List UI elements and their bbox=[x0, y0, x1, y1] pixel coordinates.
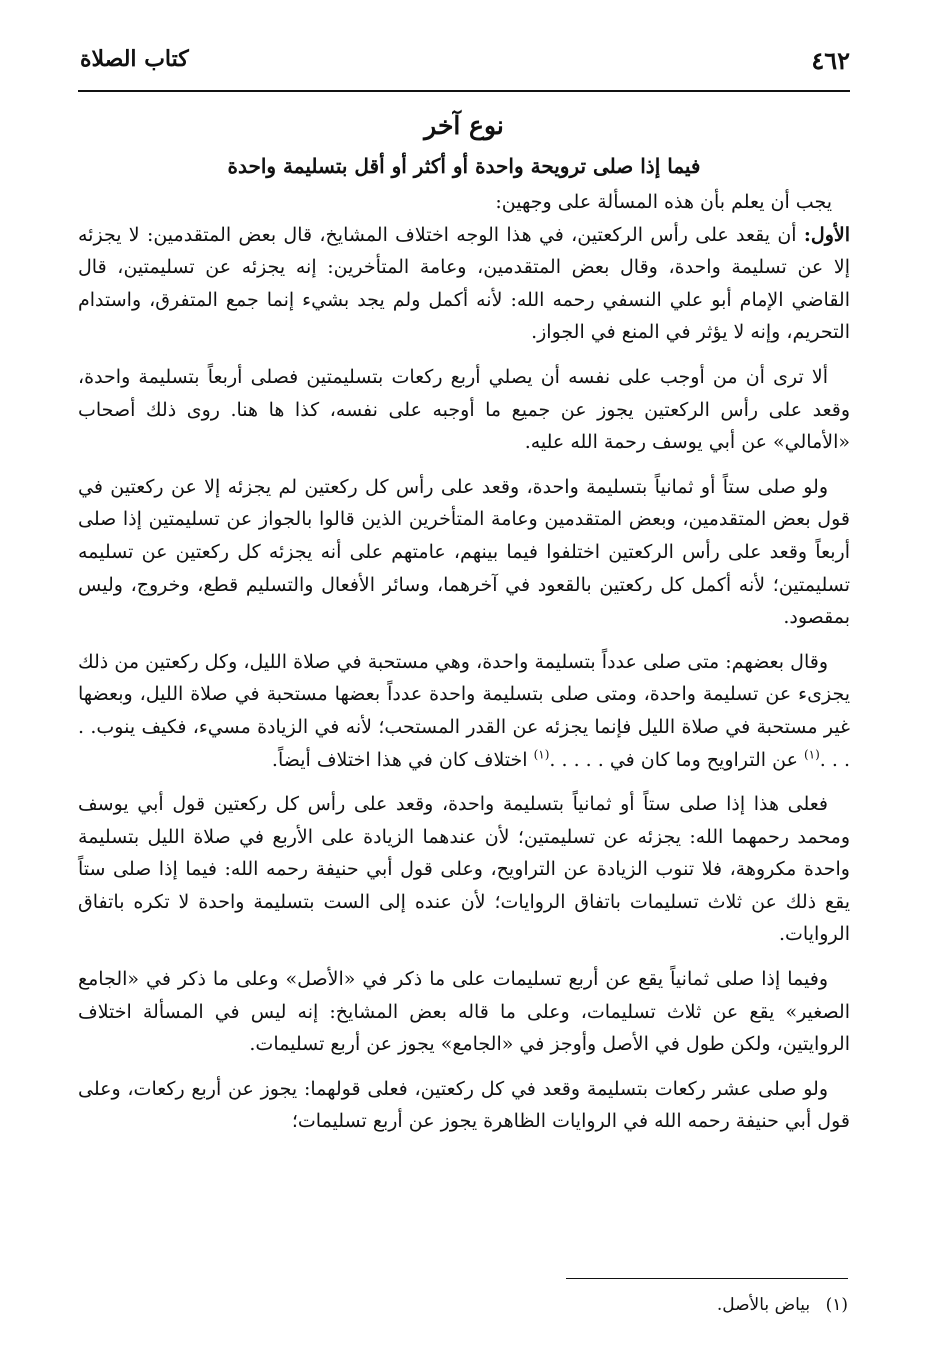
paragraph: ألا ترى أن من أوجب على نفسه أن يصلي أربع ركعات بتسليمتين فصلى أربعاً بتسليمة واحدة، وقعد على رأس الركعتين يجوز عن جميع ما أوجبه على نفسه، كذا ها هنا. روى ذلك أصحاب «الأمالي» عن أبي يوسف رحمة الله عليه. bbox=[78, 365, 850, 454]
footnote-text: بياض بالأصل. bbox=[716, 1295, 811, 1315]
page-number: ٤٦٢ bbox=[811, 46, 850, 75]
paragraph-text: وقال بعضهم: متى صلى عدداً بتسليمة واحدة، وهي مستحبة في صلاة الليل، وكل ركعتين من ذلك يجزىء عن تسليمة واحدة، ومتى صلى بتسليمة واحدة عدداً بعضها مستحبة في صلاة الليل، وبعضها غير مستحبة في صلاة الليل فإنما يجزئه عن القدر المستحب؛ لأنه في الزيادة مسيء، فكيف ينوب. . . . . bbox=[78, 650, 850, 771]
section-heading: نوع آخر bbox=[424, 111, 504, 140]
paragraph: وفيما إذا صلى ثمانياً يقع عن أربع تسليمات على ما ذكر في «الأصل» وعلى ما ذكر في «الجامع الصغير» يقع عن ثلاث تسليمات، وعلى ما قاله بعض المشايخ: إنه ليس في المسألة اختلاف الروايتين، ولكن طول في الأصل وأوجز في «الجامع» يجوز عن أربع تسليمات. bbox=[78, 968, 850, 1056]
book-title: كتاب الصلاة bbox=[80, 46, 189, 72]
paragraph: ولو صلى عشر ركعات بتسليمة وقعد في كل ركعتين، فعلى قولهما: يجوز عن أربع ركعات، وعلى قول أبي حنيفة رحمه الله في الروايات الظاهرة يجوز عن أربع تسليمات؛ bbox=[78, 1077, 850, 1133]
footnote-reference: (١) bbox=[803, 747, 820, 762]
footnote-divider bbox=[566, 1278, 848, 1279]
main-text bbox=[78, 104, 850, 1150]
paragraph-text: اختلاف كان في هذا اختلاف أيضاً. bbox=[271, 748, 534, 771]
paragraph-text: أن يقعد على رأس الركعتين، في هذا الوجه اختلاف المشايخ، قال بعض المتقدمين: لا يجزئه إلا عن تسليمة واحدة، وقال بعض المتقدمين، وعامة المتأخرين: إنه يجزئه عن تسليمتين، قال القاضي الإمام أبو علي النسفي رحمه الله: لأنه أكمل ولم يجد بشيء إنما جمع المتفرق، واستدام التحريم، وإنه لا يؤثر في المنع في الجواز. bbox=[78, 223, 850, 344]
paragraph bbox=[78, 646, 850, 776]
paragraph bbox=[78, 219, 850, 349]
paragraph: يجب أن يعلم بأن هذه المسألة على وجهين: bbox=[495, 191, 832, 213]
footnote bbox=[540, 1290, 848, 1320]
section-subheading: فيما إذا صلى ترويحة واحدة أو أكثر أو أقل بتسليمة واحدة bbox=[227, 154, 701, 178]
footnote-number: (١) bbox=[825, 1295, 848, 1315]
footnote-reference: (١) bbox=[533, 747, 550, 762]
paragraph-text: عن التراويح وما كان في . . . . . bbox=[549, 748, 804, 771]
header-divider bbox=[78, 90, 850, 92]
running-header bbox=[80, 40, 850, 84]
paragraph: فعلى هذا إذا صلى ستاً أو ثمانياً بتسليمة واحدة، وقعد على رأس كل ركعتين قول أبي يوسف ومحمد رحمهما الله: يجزئه عن تسليمتين؛ لأن عندهما الزيادة على الأربع في صلاة الليل بتسليمة واحدة مكروهة، فلا تنوب الزيادة عن التراويح، وعلى قول أبي حنيفة رحمه الله: فيما إذا صلى ستاً يقع ذلك عن ثلاث تسليمات باتفاق الروايات؛ لأن عنده إلى الست بتسليمة واحدة لا تكره باتفاق الروايات. bbox=[78, 793, 850, 946]
paragraph: ولو صلى ستاً أو ثمانياً بتسليمة واحدة، وقعد على رأس كل ركعتين لم يجزئه إلا عن ركعتين في قول بعض المتقدمين، وبعض المتقدمين وعامة المتأخرين الذين قالوا بالجواز عن تسليمتين إذا صلى أربعاً وقعد على رأس الركعتين اختلفوا فيما بينهم، عامتهم على أنه يجزئه كل ركعتين عن تسليمه تسليمتين؛ لأنه أكمل كل ركعتين بالقعود في آخرهما، وسائر الأفعال والتسليم قطع، وخروج، وليس بمقصود. bbox=[78, 475, 850, 629]
paragraph-lead: الأول: bbox=[803, 223, 850, 246]
